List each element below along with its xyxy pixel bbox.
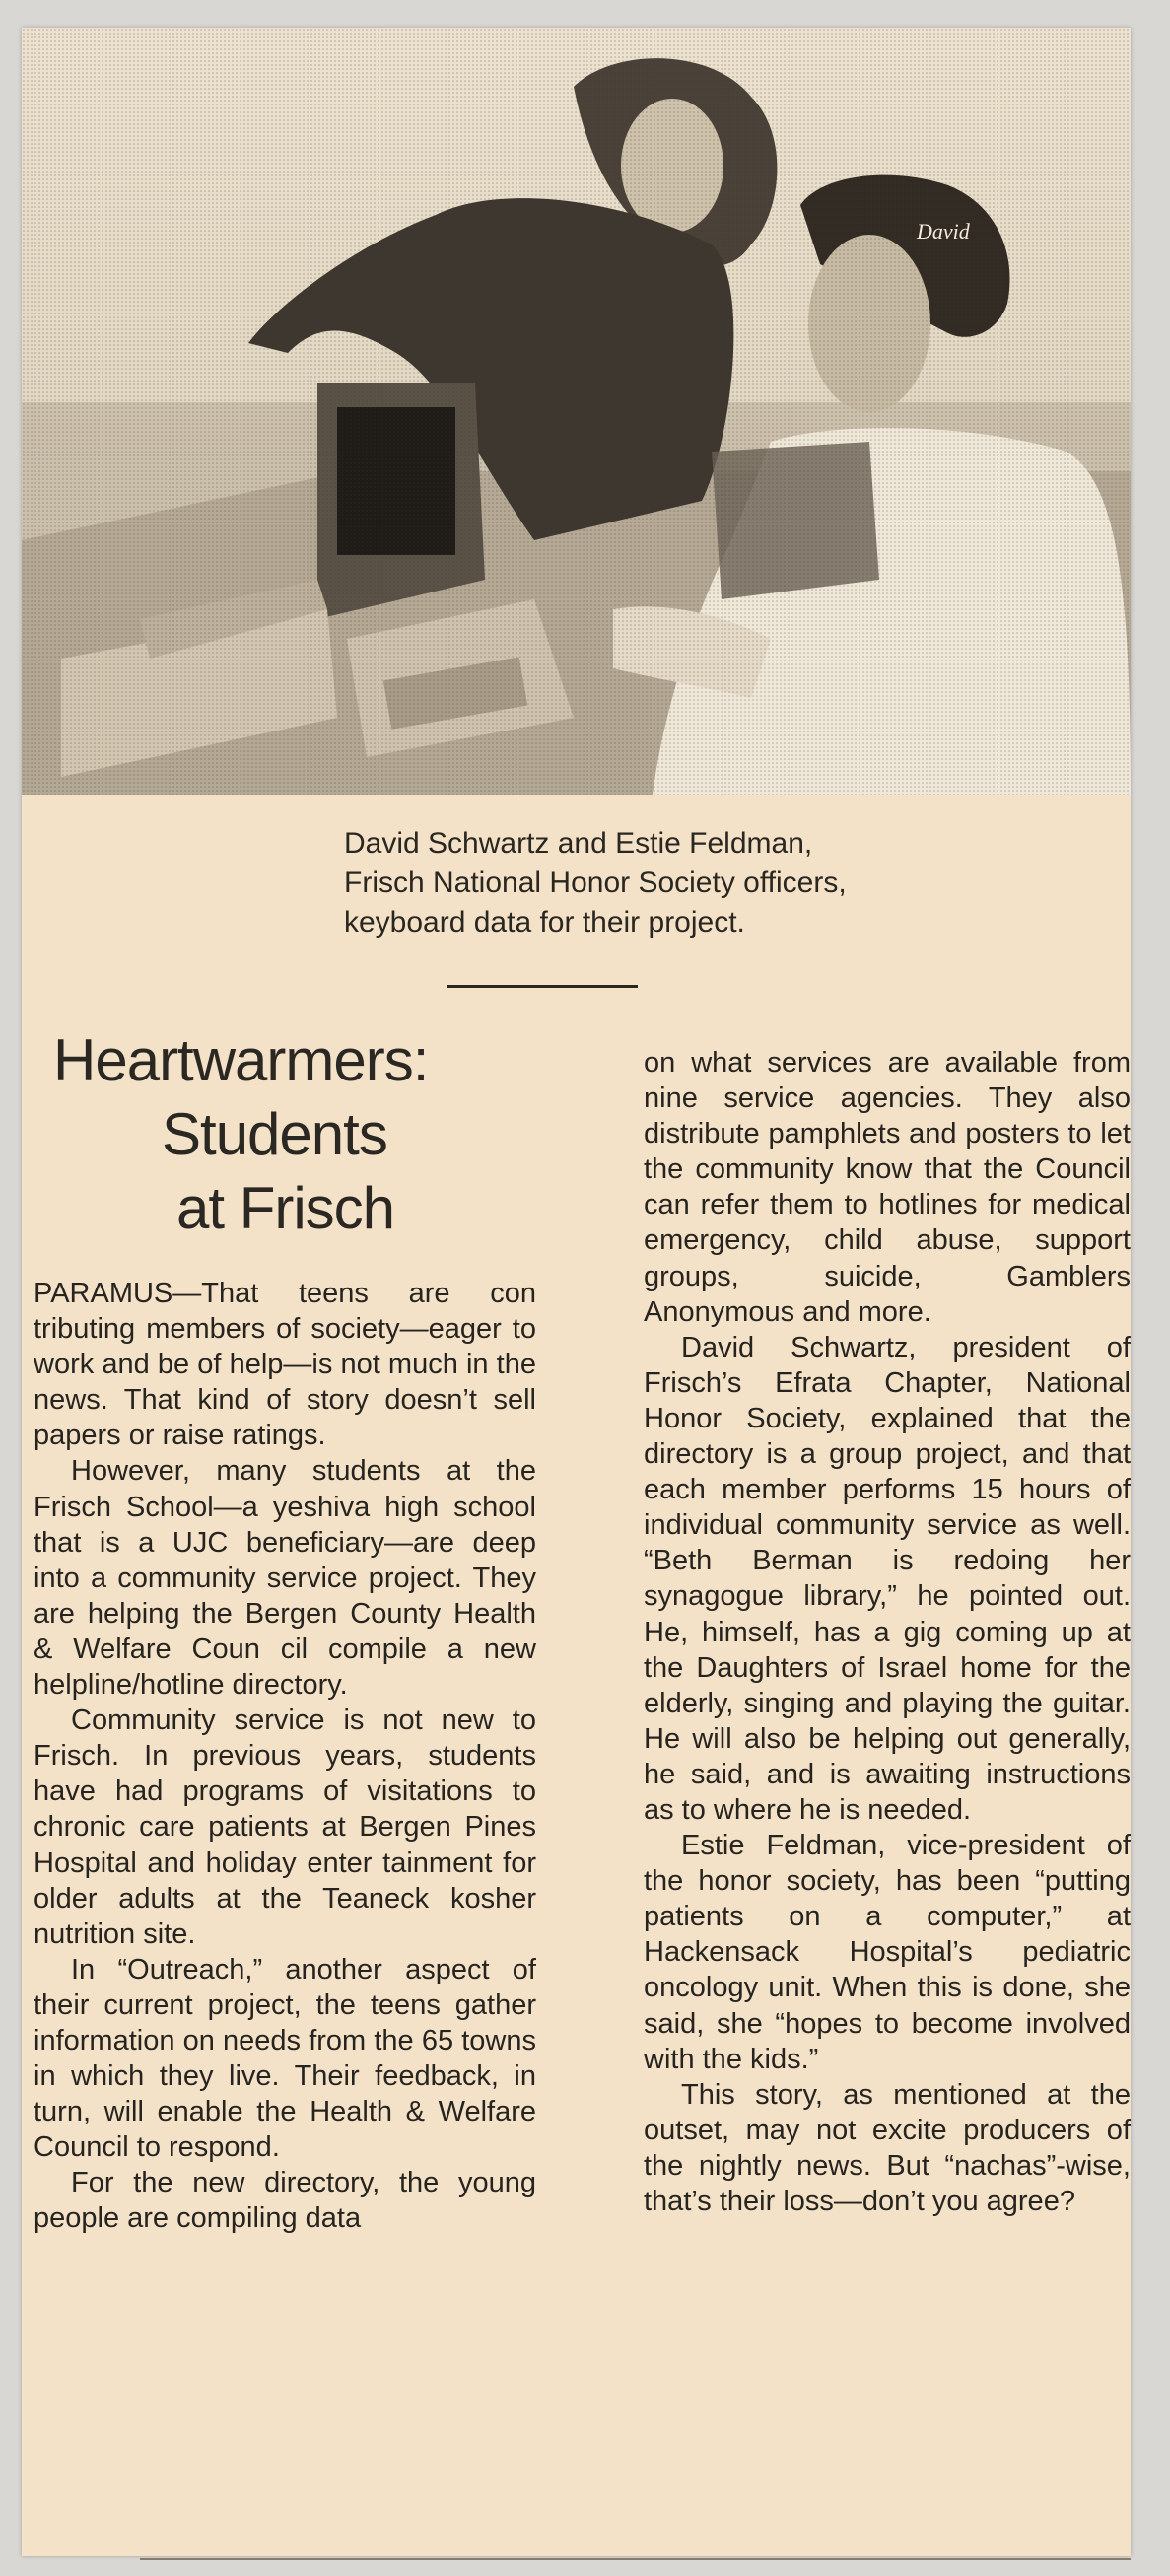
article-paragraph: In “Outreach,” another aspect of their current project, the teens gather information on needs from the 65 towns in which they live. Their feedback, in turn, will enable the Health & Welfare Council to respond. [34, 1953, 536, 2164]
article-headline [53, 1023, 605, 1245]
article-paragraph: Community service is not new to Frisch. In previous years, students have had programs of visitations to chronic care patients at Bergen Pines Hospital and holiday enter tainment for older adults at the Teaneck kosher nutrition site. [34, 1705, 536, 1950]
article-column-left [34, 1276, 536, 2237]
headline-line-2: Students [162, 1101, 387, 1167]
article-paragraph: Estie Feldman, vice-president of the honor society, has been “putting patients on a computer,” at Hackensack Hospital’s pediatric oncology unit. When this is done, she said, she “hopes to become involved with the kids.” [644, 1830, 1131, 2075]
headline-line-1: Heartwarmers: [53, 1027, 429, 1093]
article-photo [22, 28, 1131, 795]
bottom-divider [140, 2558, 1131, 2560]
photo-caption: David Schwartz and Estie Feldman, Frisch National Honor Society officers, keyboard data for their project. [344, 827, 847, 939]
photo-students-at-computer [22, 28, 1131, 795]
caption-divider [447, 985, 638, 988]
article-paragraph: This story, as mentioned at the outset, may not excite producers of the nightly news. But “nachas”-wise, that’s their loss—don’t you agree? [644, 2078, 1131, 2217]
article-paragraph: PARAMUS—That teens are con tributing members of society—eager to work and be of help—is not much in the news. That kind of story doesn’t sell papers or raise ratings. [34, 1278, 536, 1452]
article-paragraph: For the new directory, the young people are compiling data [34, 2167, 536, 2235]
article-paragraph: However, many students at the Frisch School—a yeshiva high school that is a UJC beneficiary—are deep into a community service project. They are helping the Bergen County Health & Welfare Coun cil compile a new helpline/hotline directory. [34, 1455, 536, 1702]
newspaper-clipping [22, 28, 1131, 2556]
article-column-right [644, 1045, 1131, 2219]
article-paragraph: on what services are available from nine service agencies. They also distribute pamphlets and posters to let the community know that the Council can refer them to hotlines for medical emergency, child abuse, support groups, suicide, Gamblers Anonymous and more. [644, 1047, 1131, 1328]
article-paragraph: David Schwartz, president of Frisch’s Efrata Chapter, National Honor Society, explained that the directory is a group project, and that each member performs 15 hours of individual community service as well. “Beth Berman is redoing her synagogue library,” he pointed out. He, himself, has a gig coming up at the Daughters of Israel home for the elderly, singing and playing the guitar. He will also be helping out generally, he said, and is awaiting instructions as to where he is needed. [644, 1331, 1131, 1826]
headline-line-3: at Frisch [176, 1175, 395, 1241]
kippah-name-tag: David [917, 219, 970, 244]
